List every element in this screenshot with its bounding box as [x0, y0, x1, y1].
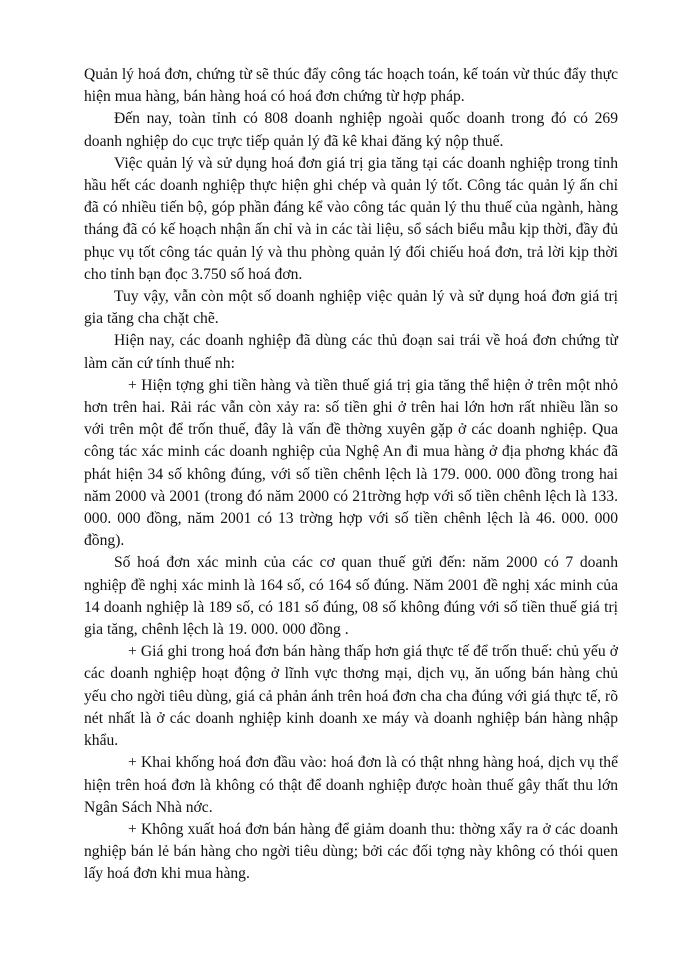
- paragraph-bullet-price-discrepancy: + Hiện tợng ghi tiền hàng và tiền thuế giá trị gia tăng thể hiện ở trên một nhỏ hơn trên hai. Rải rác vẫn còn xảy ra: số tiền ghi ở trên hai lớn hơn rất nhiều lần so với trên một để trốn thuế, đây là vấn đề thờng xuyên gặp ở các doanh nghiệp. Qua công tác xác minh các doanh nghiệp của Nghệ An đi mua hàng ở địa phơng khác đã phát hiện 34 số không đúng, với số tiền chênh lệch là 179. 000. 000 đồng trong hai năm 2000 và 2001 (trong đó năm 2000 có 21trờng hợp với số tiền chênh lệch là 133. 000. 000 đồng, năm 2001 có 13 trờng hợp với số tiền chênh lệch là 46. 000. 000 đồng).: [84, 376, 618, 550]
- paragraph-bullet-fake-input: + Khai khống hoá đơn đầu vào: hoá đơn là có thật nhng hàng hoá, dịch vụ thể hiện trên hoá đơn là không có thật để doanh nghiệp được hoàn thuế gây thất thu lớn Ngân Sách Nhà nớc.: [84, 754, 618, 816]
- paragraph-enterprise-count: Đến nay, toàn tỉnh có 808 doanh nghiệp ngoài quốc doanh trong đó có 269 doanh nghiệp do cục trực tiếp quản lý đã kê khai đăng ký nộp thuế.: [84, 110, 618, 150]
- paragraph-verification-stats: Số hoá đơn xác minh của các cơ quan thuế gửi đến: năm 2000 có 7 doanh nghiệp đề nghị xác minh là 164 số, có 164 số đúng. Năm 2001 đề nghị xác minh của 14 doanh nghiệp là 189 số, có 181 số đúng, 08 số không đúng với số tiền thuế giá trị gia tăng, chênh lệch là 19. 000. 000 đồng .: [84, 554, 618, 639]
- paragraph-however: Tuy vậy, vẫn còn một số doanh nghiệp việc quản lý và sử dụng hoá đơn giá trị gia tăng cha chặt chẽ.: [84, 288, 618, 328]
- paragraph-invoice-management: Quản lý hoá đơn, chứng từ sẽ thúc đẩy công tác hoạch toán, kế toán vừ thúc đẩy thực hiện mua hàng, bán hàng hoá có hoá đơn chứng từ hợp pháp.: [84, 66, 618, 106]
- paragraph-current-tricks: Hiện nay, các doanh nghiệp đã dùng các thủ đoạn sai trái về hoá đơn chứng từ làm căn cứ tính thuế nh:: [84, 332, 618, 372]
- paragraph-bullet-low-price: + Giá ghi trong hoá đơn bán hàng thấp hơn giá thực tế để trốn thuế: chủ yếu ở các doanh nghiệp hoạt động ở lĩnh vực thơng mại, dịch vụ, ăn uống bán hàng chủ yếu cho ngời tiêu dùng, giá cả phản ánh trên hoá đơn cha cha đúng với giá thực tế, rõ nét nhất là ở các doanh nghiệp kinh doanh xe máy và doanh nghiệp bán hàng nhập khẩu.: [84, 643, 618, 750]
- paragraph-bullet-no-invoice: + Không xuất hoá đơn bán hàng để giảm doanh thu: thờng xẩy ra ở các doanh nghiệp bán lẻ bán hàng cho ngời tiêu dùng; bởi các đối tợng này không có thói quen lấy hoá đơn khi mua hàng.: [84, 820, 618, 883]
- paragraph-vat-management: Việc quản lý và sử dụng hoá đơn giá trị gia tăng tại các doanh nghiệp trong tỉnh hầu hết các doanh nghiệp thực hiện ghi chép và quản lý tốt. Công tác quản lý ấn chỉ đã có nhiều tiến bộ, góp phần đáng kể vào công tác quản lý thu thuế của ngành, hàng tháng đã có kế hoạch nhận ấn chỉ và in các tài liệu, sổ sách biểu mẫu kịp thời, đầy đủ phục vụ tốt công tác quản lý và thu phòng quản lý đối chiếu hoá đơn, trả lời kịp thời cho tỉnh bạn đọc 3.750 số hoá đơn.: [84, 154, 618, 283]
